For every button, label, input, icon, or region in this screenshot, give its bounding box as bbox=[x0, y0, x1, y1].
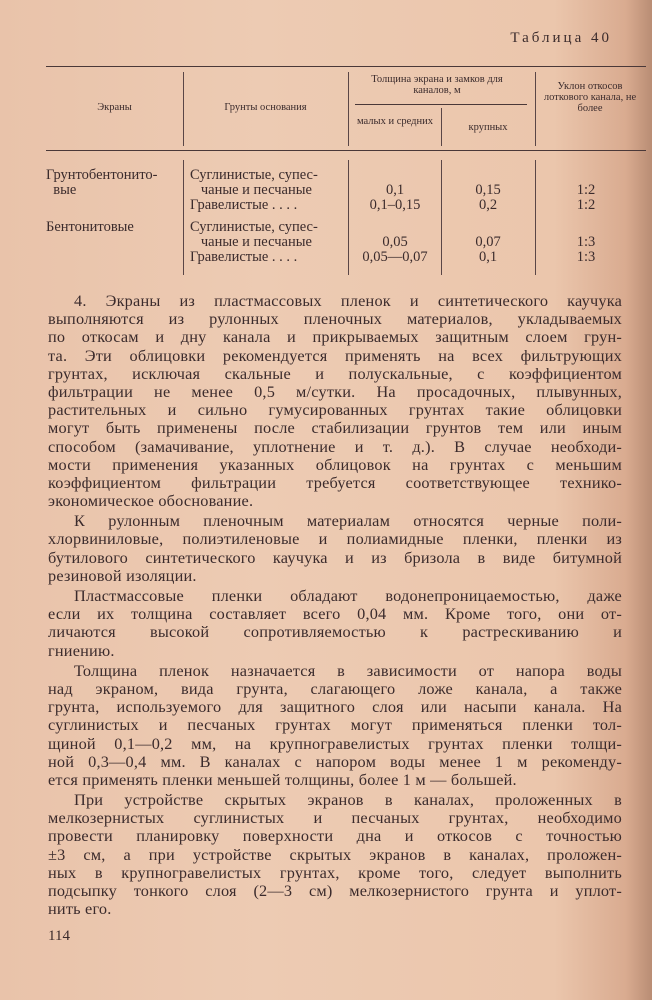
text-line: над экраном, вида грунта, слагающего ложе канала, а также bbox=[48, 678, 622, 698]
page-number: 114 bbox=[48, 928, 70, 944]
text-line: по откосам и дну канала и прикрываемых защитным слоем грун- bbox=[48, 327, 622, 347]
text-line: если их толщина составляет всего 0,04 мм. Кроме того, они от- bbox=[48, 604, 622, 624]
paragraph bbox=[48, 662, 622, 789]
text-line: При устройстве скрытых экранов в каналах, проложенных в bbox=[74, 790, 622, 810]
row-soil: Гравелистые . . . . bbox=[190, 197, 298, 213]
text-line: грунтах, исключая скальные и полускальные, с коэффициентом bbox=[48, 363, 622, 383]
row-value: 1:2 bbox=[576, 197, 596, 213]
text-line: нить его. bbox=[48, 899, 112, 919]
row-value: 0,15 bbox=[475, 182, 501, 198]
text-line: ±3 см, а при устройстве скрытых экранов в каналах, проложен- bbox=[48, 844, 622, 864]
paragraph bbox=[48, 791, 622, 918]
text-line: К рулонным пленочным материалам относятся черные поли- bbox=[74, 511, 622, 531]
divider bbox=[535, 72, 536, 146]
text-line: ных в крупногравелистых грунтах, кроме того, следует выполнить bbox=[48, 862, 622, 882]
thickness-subheader-rule bbox=[355, 104, 527, 105]
row-value: 0,1 bbox=[478, 249, 498, 265]
divider bbox=[183, 160, 184, 275]
header-soils: Грунты основания bbox=[224, 102, 307, 113]
text-line: могут быть применены после стабилизации грунтов тем или иным bbox=[48, 418, 622, 438]
row-value: 0,1 bbox=[385, 182, 405, 198]
text-line: Пластмассовые пленки обладают водонепроницаемостью, даже bbox=[74, 586, 622, 605]
text-line: фильтрации не менее 0,5 м/сутки. На просадочных, плывунных, bbox=[48, 381, 622, 401]
header-screens: Экраны bbox=[97, 102, 132, 113]
row-soil: Гравелистые . . . . bbox=[190, 249, 298, 265]
row-screen: Грунтобентонито- вые bbox=[46, 167, 158, 198]
text-line: экономическое обоснование. bbox=[48, 491, 254, 511]
text-line: подсыпку тонкого слоя (2—3 см) мелкозернистого грунта и уплот- bbox=[48, 881, 622, 900]
table-header-rule bbox=[46, 150, 646, 151]
row-screen: Бентонитовые bbox=[46, 219, 134, 235]
row-value: 1:3 bbox=[576, 249, 596, 265]
text-line: ется применять пленки меньшей толщины, более 1 м — большей. bbox=[48, 769, 517, 789]
table-caption: Таблица 40 bbox=[510, 30, 612, 46]
row-value: 0,07 bbox=[475, 234, 501, 250]
header-small-medium: малых и средних bbox=[356, 116, 433, 127]
text-line: грунта, используемого для защитного слоя или насыпи канала. На bbox=[48, 697, 622, 717]
row-value: 1:3 bbox=[576, 234, 596, 250]
row-soil: Суглинистые, супес- чаные и песчаные bbox=[190, 219, 318, 250]
text-line: ной 0,3—0,4 мм. В каналах с напором воды менее 1 м рекоменду- bbox=[48, 751, 622, 771]
text-line: способом (замачивание, уплотнение и т. д.). В случае необходи- bbox=[48, 436, 622, 456]
paragraph bbox=[48, 292, 622, 510]
text-line: Толщина пленок назначается в зависимости от напора воды bbox=[74, 660, 622, 680]
header-large: крупных bbox=[468, 122, 508, 133]
text-line: мелкозернистых суглинистых и песчаных грунтах, необходимо bbox=[48, 808, 622, 828]
row-value: 0,2 bbox=[478, 197, 498, 213]
text-line: личаются высокой сопротивляемостью к растрескиванию и bbox=[48, 622, 622, 642]
header-thickness: Толщина экрана и замков для каналов, м bbox=[371, 74, 503, 96]
row-value: 0,1–0,15 bbox=[369, 197, 421, 213]
divider bbox=[348, 72, 349, 146]
divider bbox=[535, 160, 536, 275]
text-line: растительных и сильно гумусированных грунтах такие облицовки bbox=[48, 400, 622, 420]
row-soil: Суглинистые, супес- чаные и песчаные bbox=[190, 167, 318, 198]
text-line: та. Эти облицовки рекомендуется применять на всех фильтрующих bbox=[48, 345, 622, 365]
text-line: коэффициентом фильтрации требуется соответствующее технико- bbox=[48, 472, 622, 492]
text-line: бутилового синтетического каучука и из бризола в виде битумной bbox=[48, 547, 622, 567]
text-line: провести планировку поверхности дна и откосов с точностью bbox=[48, 826, 622, 846]
text-line: суглинистых и песчаных грунтах могут применяться пленки тол- bbox=[48, 715, 622, 735]
text-line: щиной 0,1—0,2 мм, на крупногравелистых грунтах пленки толщи- bbox=[48, 733, 622, 753]
text-line: хлорвиниловые, полиэтиленовые и полиамидные пленки, пленки из bbox=[48, 529, 622, 549]
text-line: 4. Экраны из пластмассовых пленок и синтетического каучука bbox=[74, 291, 622, 310]
row-value: 0,05 bbox=[382, 234, 408, 250]
text-line: резиновой изоляции. bbox=[48, 565, 197, 585]
table-top-rule bbox=[46, 66, 646, 67]
paragraph bbox=[48, 587, 622, 660]
text-line: выполняются из рулонных пленочных материалов, укладываемых bbox=[48, 309, 622, 329]
text-line: мости применения указанных облицовок на грунтах с меньшим bbox=[48, 454, 622, 474]
body-text bbox=[48, 292, 622, 920]
paragraph bbox=[48, 512, 622, 585]
row-value: 1:2 bbox=[576, 182, 596, 198]
divider bbox=[348, 160, 349, 275]
header-slope: Уклон откосов лоткового канала, не более bbox=[543, 81, 637, 114]
row-value: 0,05—0,07 bbox=[362, 249, 428, 265]
text-line: гниению. bbox=[48, 640, 115, 660]
